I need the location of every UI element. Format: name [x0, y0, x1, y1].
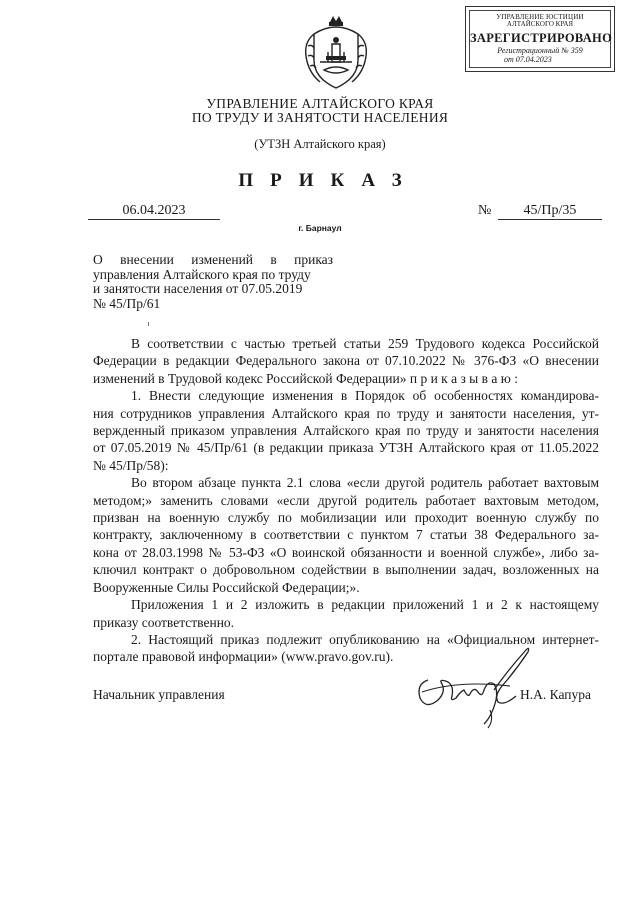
scan-mark: [148, 322, 149, 326]
subject-line: О внесении изменений в приказ: [93, 252, 333, 267]
stamp-reg-number: Регистрационный № 359: [497, 46, 583, 55]
document-date: 06.04.2023: [88, 203, 220, 220]
signatory-name: Н.А. Капура: [520, 687, 591, 702]
subject-line: № 45/Пр/61: [93, 295, 161, 311]
body-line: Во втором абзаце пункта 2.1 слова «если другой родитель работает вахтовым: [131, 475, 599, 491]
signatory-title: Начальник управления: [93, 687, 225, 702]
coat-of-arms-icon: [300, 12, 372, 94]
stamp-authority-line2: АЛТАЙСКОГО КРАЯ: [506, 20, 574, 28]
body-line: контракту, заключенному в соответствии с пунктом 7 статьи 38 Федерального за-: [93, 527, 599, 543]
body-line: Вооруженные Силы Российской Федерации;».: [93, 579, 360, 595]
subject-line: и занятости населения от 07.05.2019: [93, 281, 303, 296]
body-line: изменений в Трудовой кодекс Российской Федерации» п р и к а з ы в а ю :: [93, 370, 518, 386]
document-type-title: ПРИКАЗ: [238, 170, 419, 191]
document-city: г. Барнаул: [298, 223, 342, 233]
body-line: В соответствии с частью третьей статьи 259 Трудового кодекса Российской: [131, 336, 599, 351]
body-line: приказу соответственно.: [93, 614, 235, 630]
body-line: Федерации в редакции Федерального закона от 07.10.2022 № 376-ФЗ «О внесении: [93, 353, 599, 369]
stamp-reg-date: от 07.04.2023: [504, 55, 552, 64]
stamp-authority-line1: УПРАВЛЕНИЕ ЮСТИЦИИ: [496, 13, 584, 21]
body-line: призван на военную службу по мобилизации или проходит военную службу по: [93, 510, 599, 526]
body-line: 2. Настоящий приказ подлежит опубликованию на «Официальном интернет-: [131, 631, 599, 647]
org-abbreviation: (УТЗН Алтайского края): [254, 137, 386, 151]
body-line: от 07.05.2019 № 45/Пр/61 (в редакции приказа УТЗН Алтайского края от 11.05.2022: [93, 440, 599, 456]
body-line: ключил контракт о добровольном содействии в выполнении задач, возложенных на: [93, 562, 599, 578]
body-line: Приложения 1 и 2 изложить в редакции приложений 1 и 2 к настоящему: [131, 597, 599, 613]
body-line: кона от 28.03.1998 № 53-ФЗ «О воинской обязанности и военной службе», либо за-: [93, 544, 599, 560]
org-name-line2: ПО ТРУДУ И ЗАНЯТОСТИ НАСЕЛЕНИЯ: [191, 110, 449, 125]
stamp-status: ЗАРЕГИСТРИРОВАНО: [470, 31, 613, 45]
handwritten-signature-icon: [398, 640, 548, 730]
body-line: № 45/Пр/58):: [93, 457, 169, 473]
document-number: 45/Пр/35: [498, 203, 602, 220]
registration-stamp: [465, 6, 615, 72]
body-line: вержденный приказом управления Алтайского края по труду и занятости населения: [93, 423, 599, 439]
document-subject: [93, 253, 333, 311]
org-name-line1: УПРАВЛЕНИЕ АЛТАЙСКОГО КРАЯ: [206, 96, 434, 111]
body-line: методом;» заменить словами «если другой родитель работает вахтовым методом,: [93, 492, 599, 508]
subject-line: управления Алтайского края по труду: [93, 266, 311, 282]
body-line: 1. Внести следующие изменения в Порядок об особенностях командирова-: [131, 388, 599, 404]
body-line: портале правовой информации» (www.pravo.gov.ru).: [93, 649, 394, 665]
stamp-inner-frame: [469, 10, 611, 68]
document-body: [93, 335, 599, 666]
number-sign: №: [478, 203, 492, 218]
body-line: ния сотрудников управления Алтайского края по труду и занятости населения, ут-: [93, 405, 599, 421]
